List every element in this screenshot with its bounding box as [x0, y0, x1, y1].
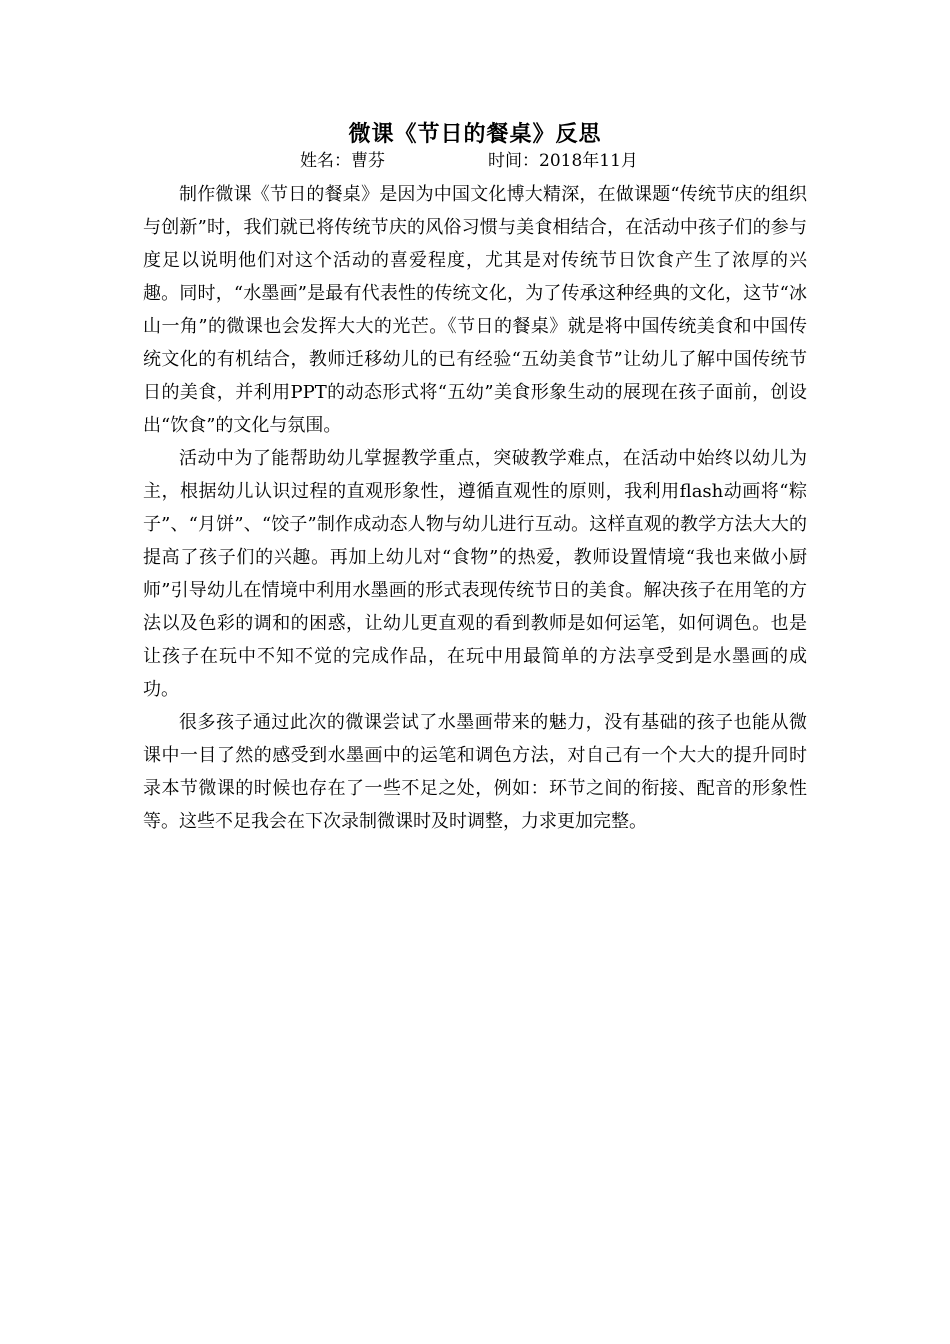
date-line: 时间：2018年11月 — [488, 151, 638, 171]
document-title: 微课《节日的餐桌》反思 — [348, 122, 602, 147]
paragraph-2: 活动中为了能帮助幼儿掌握教学重点，突破教学难点，在活动中始终以幼儿为主，根据幼儿认识过程的直观形象性，遵循直观性的原则，我利用flash动画将“粽子”、“月饼”、“饺子”制作成动态人物与幼儿进行互动。这样直观的教学方法大大的提高了孩子们的兴趣。再加上幼儿对“食物”的热爱，教师设置情境“我也来做小厨师”引导幼儿在情境中利用水墨画的形式表现传统节日的美食。解决孩子在用笔的方法以及色彩的调和的困惑，让幼儿更直观的看到教师是如何运笔，如何调色。也是让孩子在玩中不知不觉的完成作品，在玩中用最简单的方法享受到是水墨画的成功。 — [143, 448, 807, 700]
author-line: 姓名：曹芬 — [300, 151, 385, 171]
paragraph-3: 很多孩子通过此次的微课尝试了水墨画带来的魅力，没有基础的孩子也能从微课中一目了然的感受到水墨画中的运笔和调色方法，对自己有一个大大的提升同时录本节微课的时候也存在了一些不足之处，例如：环节之间的衔接、配音的形象性等。这些不足我会在下次录制微课时及时调整，力求更加完整。 — [143, 712, 807, 832]
document-body — [143, 178, 807, 838]
paragraph-1: 制作微课《节日的餐桌》是因为中国文化博大精深，在做课题“传统节庆的组织与创新”时，我们就已将传统节庆的风俗习惯与美食相结合，在活动中孩子们的参与度足以说明他们对这个活动的喜爱程度，尤其是对传统节日饮食产生了浓厚的兴趣。同时，“水墨画”是最有代表性的传统文化，为了传承这种经典的文化，这节“冰山一角”的微课也会发挥大大的光芒。《节日的餐桌》就是将中国传统美食和中国传统文化的有机结合，教师迁移幼儿的已有经验“五幼美食节”让幼儿了解中国传统节日的美食，并利用PPT的动态形式将“五幼”美食形象生动的展现在孩子面前，创设出“饮食”的文化与氛围。 — [143, 184, 807, 436]
